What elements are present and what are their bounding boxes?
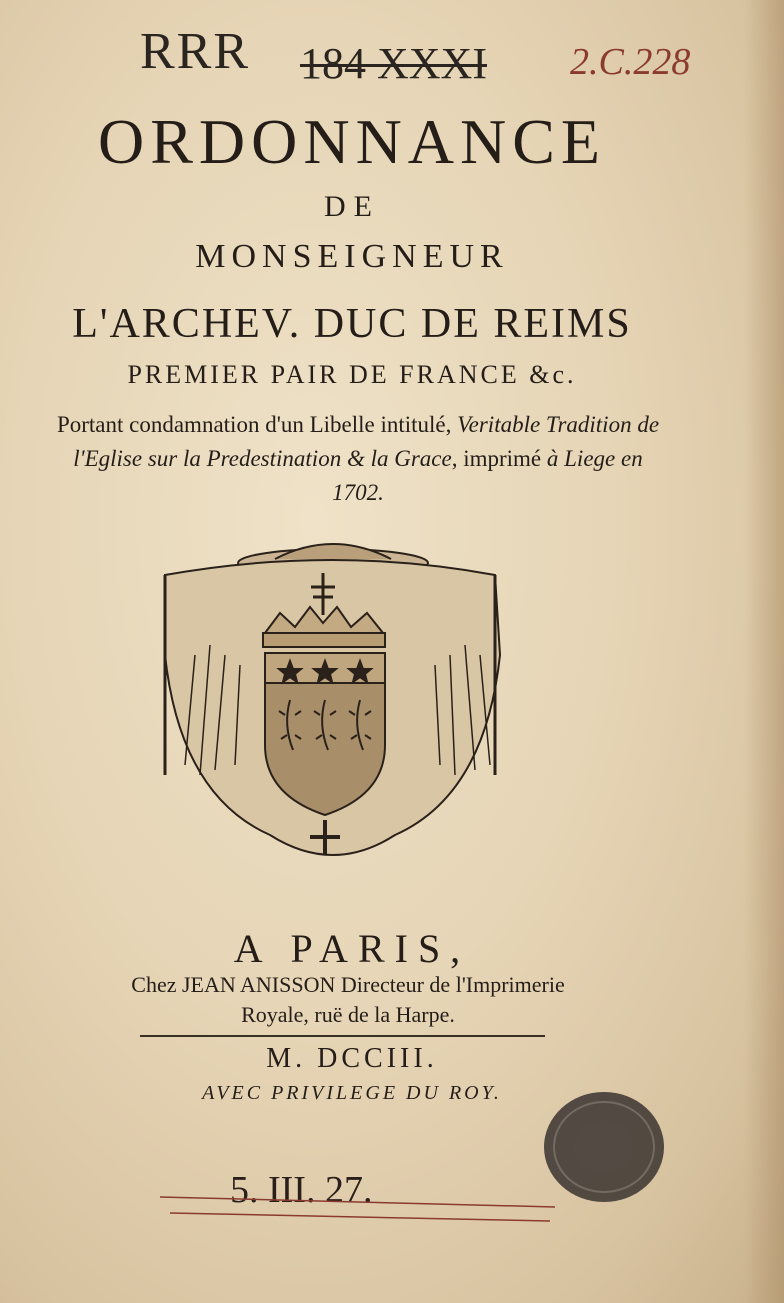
ms-strike-lines-bottom xyxy=(160,1185,560,1225)
description-libelle-title: Veritable Tradition de l'Eglise sur la Predestination & la Grace xyxy=(73,412,660,471)
description-place-date: à Liege en 1702. xyxy=(332,446,643,505)
ms-shelfmark-top-left: RRR xyxy=(140,23,251,80)
imprint-city: A PARIS, xyxy=(233,926,471,971)
description xyxy=(48,408,668,510)
description-mid: , imprimé xyxy=(451,446,542,471)
ms-struck-number: 184 XXXI xyxy=(300,39,487,88)
imprint-year: M. DCCIII. xyxy=(266,1043,438,1074)
title-premier-pair: PREMIER PAIR DE FRANCE &c. xyxy=(127,360,577,389)
divider-rule xyxy=(140,1035,545,1037)
description-intro: Portant condamnation d'un Libelle intitulé, xyxy=(56,412,452,437)
ms-shelfmark-bottom: 5. III. 27. xyxy=(230,1169,373,1211)
imprint-publisher xyxy=(48,970,648,1030)
ms-shelfmark-top-right: 2.C.228 xyxy=(570,41,691,83)
imprint-publisher-line2: Royale, ruë de la Harpe. xyxy=(241,1002,455,1027)
title-monseigneur: MONSEIGNEUR xyxy=(195,238,509,275)
title-de: DE xyxy=(324,190,380,223)
imprint-publisher-line1: Chez JEAN ANISSON Directeur de l'Imprimerie xyxy=(131,972,565,997)
title-ordonnance: ORDONNANCE xyxy=(98,106,606,177)
cardinal-coat-of-arms-icon xyxy=(155,535,505,880)
title-archeveque: L'ARCHEV. DUC DE REIMS xyxy=(72,301,632,347)
imprint-privilege: AVEC PRIVILEGE DU ROY. xyxy=(202,1082,502,1104)
